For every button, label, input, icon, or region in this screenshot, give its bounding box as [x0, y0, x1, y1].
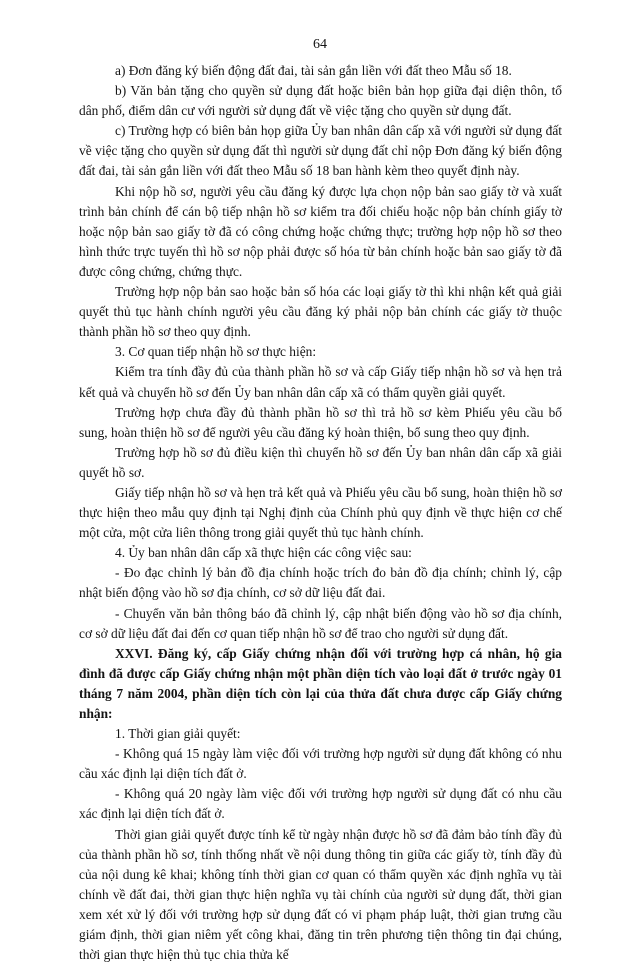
paragraph: Khi nộp hồ sơ, người yêu cầu đăng ký được lựa chọn nộp bản sao giấy tờ và xuất trình bản chính để cán bộ tiếp nhận hồ sơ kiểm tra đối chiếu hoặc nộp bản chính giấy tờ hoặc nộp bản sao giấy tờ đã có công chứng hoặc chứng thực; trường hợp nộp hồ sơ theo hình thức trực tuyến thì hồ sơ nộp phải được số hóa từ bản chính hoặc bản sao giấy tờ đã được công chứng, chứng thực. — [79, 183, 562, 279]
list-item: - Không quá 15 ngày làm việc đối với trường hợp người sử dụng đất không có nhu cầu xác định lại diện tích đất ở. — [79, 746, 562, 782]
paragraph: c) Trường hợp có biên bản họp giữa Ủy ban nhân dân cấp xã với người sử dụng đất về việc tặng cho quyền sử dụng đất thì người sử dụng đất chỉ nộp Đơn đăng ký biến động đất đai, tài sản gắn liền với đất theo Mẫu số 18 ban hành kèm theo quyết định này. — [79, 123, 562, 179]
section-heading: 3. Cơ quan tiếp nhận hồ sơ thực hiện: — [115, 344, 317, 360]
page-number: 64 — [313, 37, 327, 52]
paragraph: Trường hợp nộp bản sao hoặc bản số hóa các loại giấy tờ thì khi nhận kết quả giải quyết thủ tục hành chính người yêu cầu đăng ký phải nộp bản chính các giấy tờ thuộc thành phần hồ sơ theo quy định. — [79, 284, 562, 340]
paragraph: Trường hợp chưa đầy đủ thành phần hồ sơ thì trả hồ sơ kèm Phiếu yêu cầu bổ sung, hoàn thiện hồ sơ để người yêu cầu đăng ký hoàn thiện, bổ sung theo quy định. — [79, 404, 562, 440]
document-body — [79, 61, 562, 965]
paragraph: Giấy tiếp nhận hồ sơ và hẹn trả kết quả và Phiếu yêu cầu bổ sung, hoàn thiện hồ sơ thực hiện theo mẫu quy định tại Nghị định của Chính phủ quy định về thực hiện cơ chế một cửa, một cửa liên thông trong giải quyết thủ tục hành chính. — [79, 484, 562, 541]
paragraph: a) Đơn đăng ký biến động đất đai, tài sản gắn liền với đất theo Mẫu số 18. — [115, 63, 512, 78]
procedure-title: XXVI. Đăng ký, cấp Giấy chứng nhận đối với trường hợp cá nhân, hộ gia đình đã được cấp Giấy chứng nhận một phần diện tích vào loại đất ở trước ngày 01 tháng 7 năm 2004, phần diện tích còn lại của thửa đất chưa được cấp Giấy chứng nhận: — [79, 645, 562, 721]
list-item: - Đo đạc chỉnh lý bản đồ địa chính hoặc trích đo bản đồ địa chính; chỉnh lý, cập nhật biến động vào hồ sơ địa chính, cơ sở dữ liệu đất đai. — [79, 565, 562, 601]
list-item: - Chuyển văn bản thông báo đã chỉnh lý, cập nhật biến động vào hồ sơ địa chính, cơ sở dữ liệu đất đai đến cơ quan tiếp nhận hồ sơ để trao cho người sử dụng đất. — [79, 605, 562, 641]
list-item: - Không quá 20 ngày làm việc đối với trường hợp người sử dụng đất có nhu cầu xác định lại diện tích đất ở. — [79, 786, 562, 822]
paragraph: Kiểm tra tính đầy đủ của thành phần hồ sơ và cấp Giấy tiếp nhận hồ sơ và hẹn trả kết quả và chuyển hồ sơ đến Ủy ban nhân dân cấp xã có thẩm quyền giải quyết. — [79, 364, 562, 400]
section-heading: 1. Thời gian giải quyết: — [115, 726, 241, 742]
paragraph: Thời gian giải quyết được tính kể từ ngày nhận được hồ sơ đã đảm bảo tính đầy đủ của thành phần hồ sơ, tính thống nhất về nội dung thông tin giữa các giấy tờ, tính đầy đủ của nội dung kê khai; không tính thời gian cơ quan có thẩm quyền xác định nghĩa vụ tài chính về đất đai, thời gian thực hiện nghĩa vụ tài chính của người sử dụng đất, thời gian xem xét xử lý đối với trường hợp sử dụng đất có vi phạm pháp luật, thời gian trưng cầu giám định, thời gian niêm yết công khai, đăng tin trên phương tiện thông tin đại chúng, thời gian thực hiện thủ tục chia thửa kế — [79, 826, 562, 963]
paragraph: b) Văn bản tặng cho quyền sử dụng đất hoặc biên bản họp giữa đại diện thôn, tổ dân phố, điểm dân cư với người sử dụng đất về việc tặng cho quyền sử dụng đất. — [79, 83, 562, 119]
section-heading: 4. Ủy ban nhân dân cấp xã thực hiện các công việc sau: — [115, 545, 412, 561]
paragraph: Trường hợp hồ sơ đủ điều kiện thì chuyển hồ sơ đến Ủy ban nhân dân cấp xã giải quyết hồ sơ. — [79, 444, 562, 480]
